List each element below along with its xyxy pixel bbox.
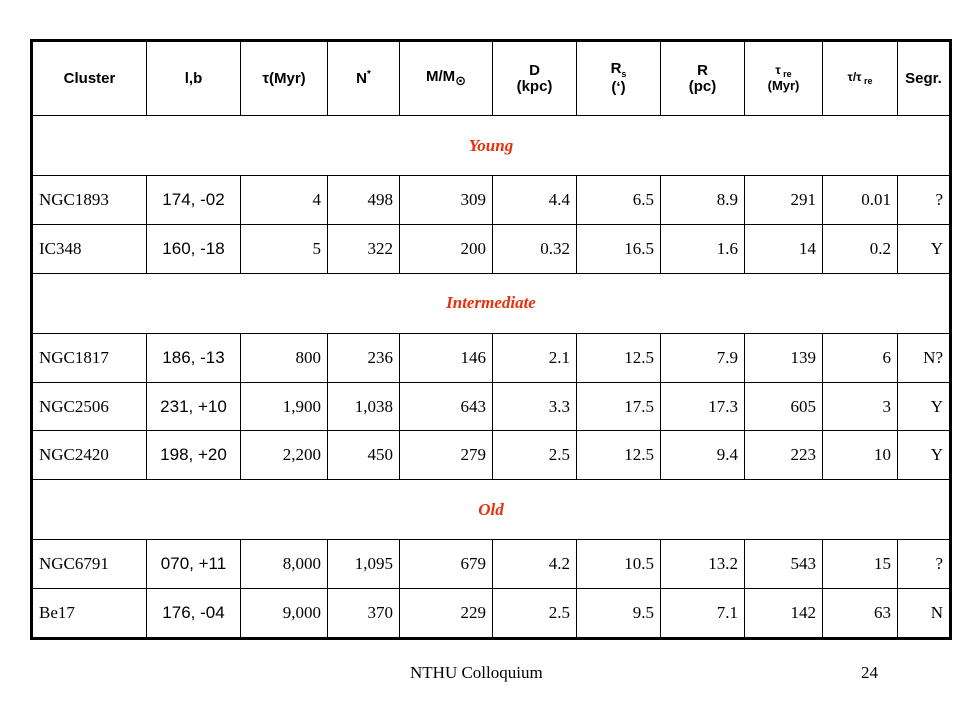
cell-tau-re: 543 [745, 540, 823, 589]
cell-mass: 279 [400, 431, 493, 480]
cell-distance: 2.1 [493, 333, 577, 382]
cell-cluster: NGC1817 [32, 333, 147, 382]
cell-rs: 12.5 [577, 333, 661, 382]
cell-cluster: IC348 [32, 224, 147, 273]
cell-radius: 8.9 [661, 176, 745, 225]
cell-segr: N? [898, 333, 951, 382]
cell-tau: 800 [241, 333, 328, 382]
cell-rs: 6.5 [577, 176, 661, 225]
cell-nstar: 1,038 [328, 382, 400, 431]
cell-tau-re: 14 [745, 224, 823, 273]
cell-mass: 229 [400, 589, 493, 639]
cell-nstar: 236 [328, 333, 400, 382]
cell-distance: 4.4 [493, 176, 577, 225]
table-row [32, 540, 951, 589]
col-header-distance: D (kpc) [493, 41, 577, 116]
cell-radius: 7.9 [661, 333, 745, 382]
cell-lb: 176, -04 [147, 589, 241, 639]
cell-tau: 8,000 [241, 540, 328, 589]
cell-segr: Y [898, 382, 951, 431]
col-header-lb: l,b [147, 41, 241, 116]
col-header-rs: $R_s$ (‘) [577, 41, 661, 116]
cell-rs: 10.5 [577, 540, 661, 589]
cell-lb: 231, +10 [147, 382, 241, 431]
col-header-nstar: N* [328, 41, 400, 116]
cell-tau-re: 139 [745, 333, 823, 382]
cell-rs: 17.5 [577, 382, 661, 431]
cell-segr: N [898, 589, 951, 639]
cell-tau-re: 223 [745, 431, 823, 480]
cell-tau: 9,000 [241, 589, 328, 639]
col-header-tau-ratio: τ/τ $_{re}$ [823, 41, 898, 116]
cell-cluster: NGC2420 [32, 431, 147, 480]
cell-tau-ratio: 0.2 [823, 224, 898, 273]
cell-distance: 2.5 [493, 589, 577, 639]
cell-rs: 12.5 [577, 431, 661, 480]
sun-symbol: ⊙ [455, 73, 467, 89]
cell-tau-ratio: 10 [823, 431, 898, 480]
cell-nstar: 1,095 [328, 540, 400, 589]
table-row [32, 176, 951, 225]
cell-cluster: Be17 [32, 589, 147, 639]
cell-distance: 2.5 [493, 431, 577, 480]
cell-distance: 0.32 [493, 224, 577, 273]
col-header-tau: τ(Myr) [241, 41, 328, 116]
cluster-table [30, 39, 952, 640]
table-row [32, 382, 951, 431]
cell-mass: 643 [400, 382, 493, 431]
cell-tau-ratio: 15 [823, 540, 898, 589]
table-row [32, 333, 951, 382]
cell-tau-ratio: 6 [823, 333, 898, 382]
col-header-segr: Segr. [898, 41, 951, 116]
cell-rs: 9.5 [577, 589, 661, 639]
cell-tau-re: 605 [745, 382, 823, 431]
table-row [32, 224, 951, 273]
cell-lb: 186, -13 [147, 333, 241, 382]
cell-radius: 13.2 [661, 540, 745, 589]
cell-tau: 5 [241, 224, 328, 273]
cell-rs: 16.5 [577, 224, 661, 273]
cell-lb: 174, -02 [147, 176, 241, 225]
cell-radius: 9.4 [661, 431, 745, 480]
cell-nstar: 370 [328, 589, 400, 639]
cell-cluster: NGC1893 [32, 176, 147, 225]
cell-lb: 160, -18 [147, 224, 241, 273]
cell-radius: 7.1 [661, 589, 745, 639]
cell-mass: 146 [400, 333, 493, 382]
section-title: Intermediate [32, 273, 951, 333]
cell-tau-ratio: 63 [823, 589, 898, 639]
col-header-tau-re: τ $_{re}$ (Myr) [745, 41, 823, 116]
cell-radius: 17.3 [661, 382, 745, 431]
footer-label: NTHU Colloquium [410, 663, 543, 682]
col-header-cluster: Cluster [32, 41, 147, 116]
cell-tau: 4 [241, 176, 328, 225]
cell-distance: 4.2 [493, 540, 577, 589]
section-title: Old [32, 480, 951, 540]
cell-tau-ratio: 3 [823, 382, 898, 431]
header-row [32, 41, 951, 116]
cell-mass: 679 [400, 540, 493, 589]
section-title: Young [32, 116, 951, 176]
cell-lb: 198, +20 [147, 431, 241, 480]
cell-cluster: NGC2506 [32, 382, 147, 431]
cell-nstar: 322 [328, 224, 400, 273]
cell-mass: 200 [400, 224, 493, 273]
cell-tau-re: 291 [745, 176, 823, 225]
cell-tau: 2,200 [241, 431, 328, 480]
cell-nstar: 450 [328, 431, 400, 480]
cell-radius: 1.6 [661, 224, 745, 273]
section-row [32, 116, 951, 176]
cell-segr: Y [898, 431, 951, 480]
cell-nstar: 498 [328, 176, 400, 225]
cell-tau: 1,900 [241, 382, 328, 431]
cell-segr: Y [898, 224, 951, 273]
section-row [32, 273, 951, 333]
col-header-mass: M/M⊙ [400, 41, 493, 116]
cell-lb: 070, +11 [147, 540, 241, 589]
cell-mass: 309 [400, 176, 493, 225]
cell-tau-ratio: 0.01 [823, 176, 898, 225]
cell-tau-re: 142 [745, 589, 823, 639]
cell-segr: ? [898, 176, 951, 225]
col-header-radius: R (pc) [661, 41, 745, 116]
table-row [32, 589, 951, 639]
page-number: 24 [861, 663, 878, 682]
cell-segr: ? [898, 540, 951, 589]
cell-cluster: NGC6791 [32, 540, 147, 589]
cell-distance: 3.3 [493, 382, 577, 431]
table-row [32, 431, 951, 480]
section-row [32, 480, 951, 540]
